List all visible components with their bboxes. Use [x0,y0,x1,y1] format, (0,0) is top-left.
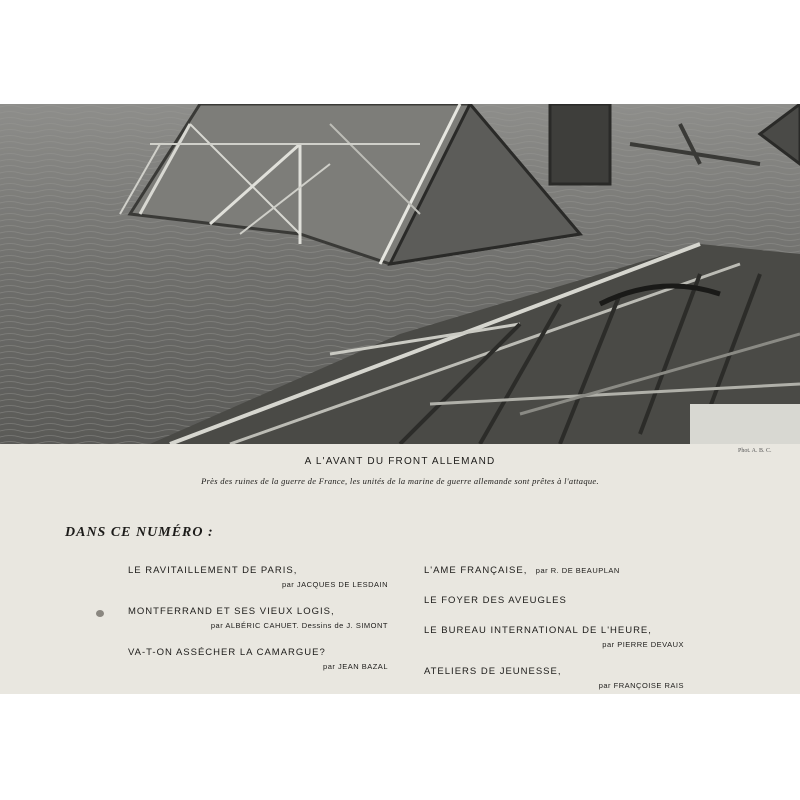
article-title: L'AME FRANÇAISE, [424,565,528,576]
article-author: par PIERRE DEVAUX [602,640,684,649]
wreckage-photo [0,104,800,444]
article-author: par JACQUES DE LESDAIN [281,580,388,589]
article-author: par FRANÇOISE RAIS [598,681,684,690]
article-author: par R. DE BEAUPLAN [535,566,620,575]
contents-heading: DANS CE NUMÉRO : [65,525,214,540]
article-title: LE FOYER DES AVEUGLES [424,595,567,606]
contents-item [128,642,388,671]
contents-item [424,661,684,690]
caption-subtitle: Près des ruines de la guerre de France, les unités de la marine de guerre allemande sont prêtes à l'attaque. [201,476,599,486]
contents-item [424,560,684,578]
contents-item [128,601,388,630]
caption-title: A L'AVANT DU FRONT ALLEMAND [304,456,496,467]
contents-item [424,590,684,608]
contents-left-column [128,560,388,683]
photo-credit: Phot. A. B. C. [738,448,772,454]
contents-item [128,560,388,589]
article-title: LE RAVITAILLEMENT DE PARIS, [128,565,298,576]
article-title: LE BUREAU INTERNATIONAL DE L'HEURE, [424,625,652,636]
magazine-page [0,104,800,694]
article-title: VA-T-ON ASSÉCHER LA CAMARGUE? [128,647,326,658]
article-author: par JEAN BAZAL [323,662,388,671]
paper-blemish [96,610,104,617]
contents-item [424,620,684,649]
contents-right-column [424,560,684,694]
article-author: par ALBÉRIC CAHUET. Dessins de J. SIMONT [210,621,388,630]
article-title: MONTFERRAND ET SES VIEUX LOGIS, [128,606,335,617]
article-title: ATELIERS DE JEUNESSE, [424,666,562,677]
